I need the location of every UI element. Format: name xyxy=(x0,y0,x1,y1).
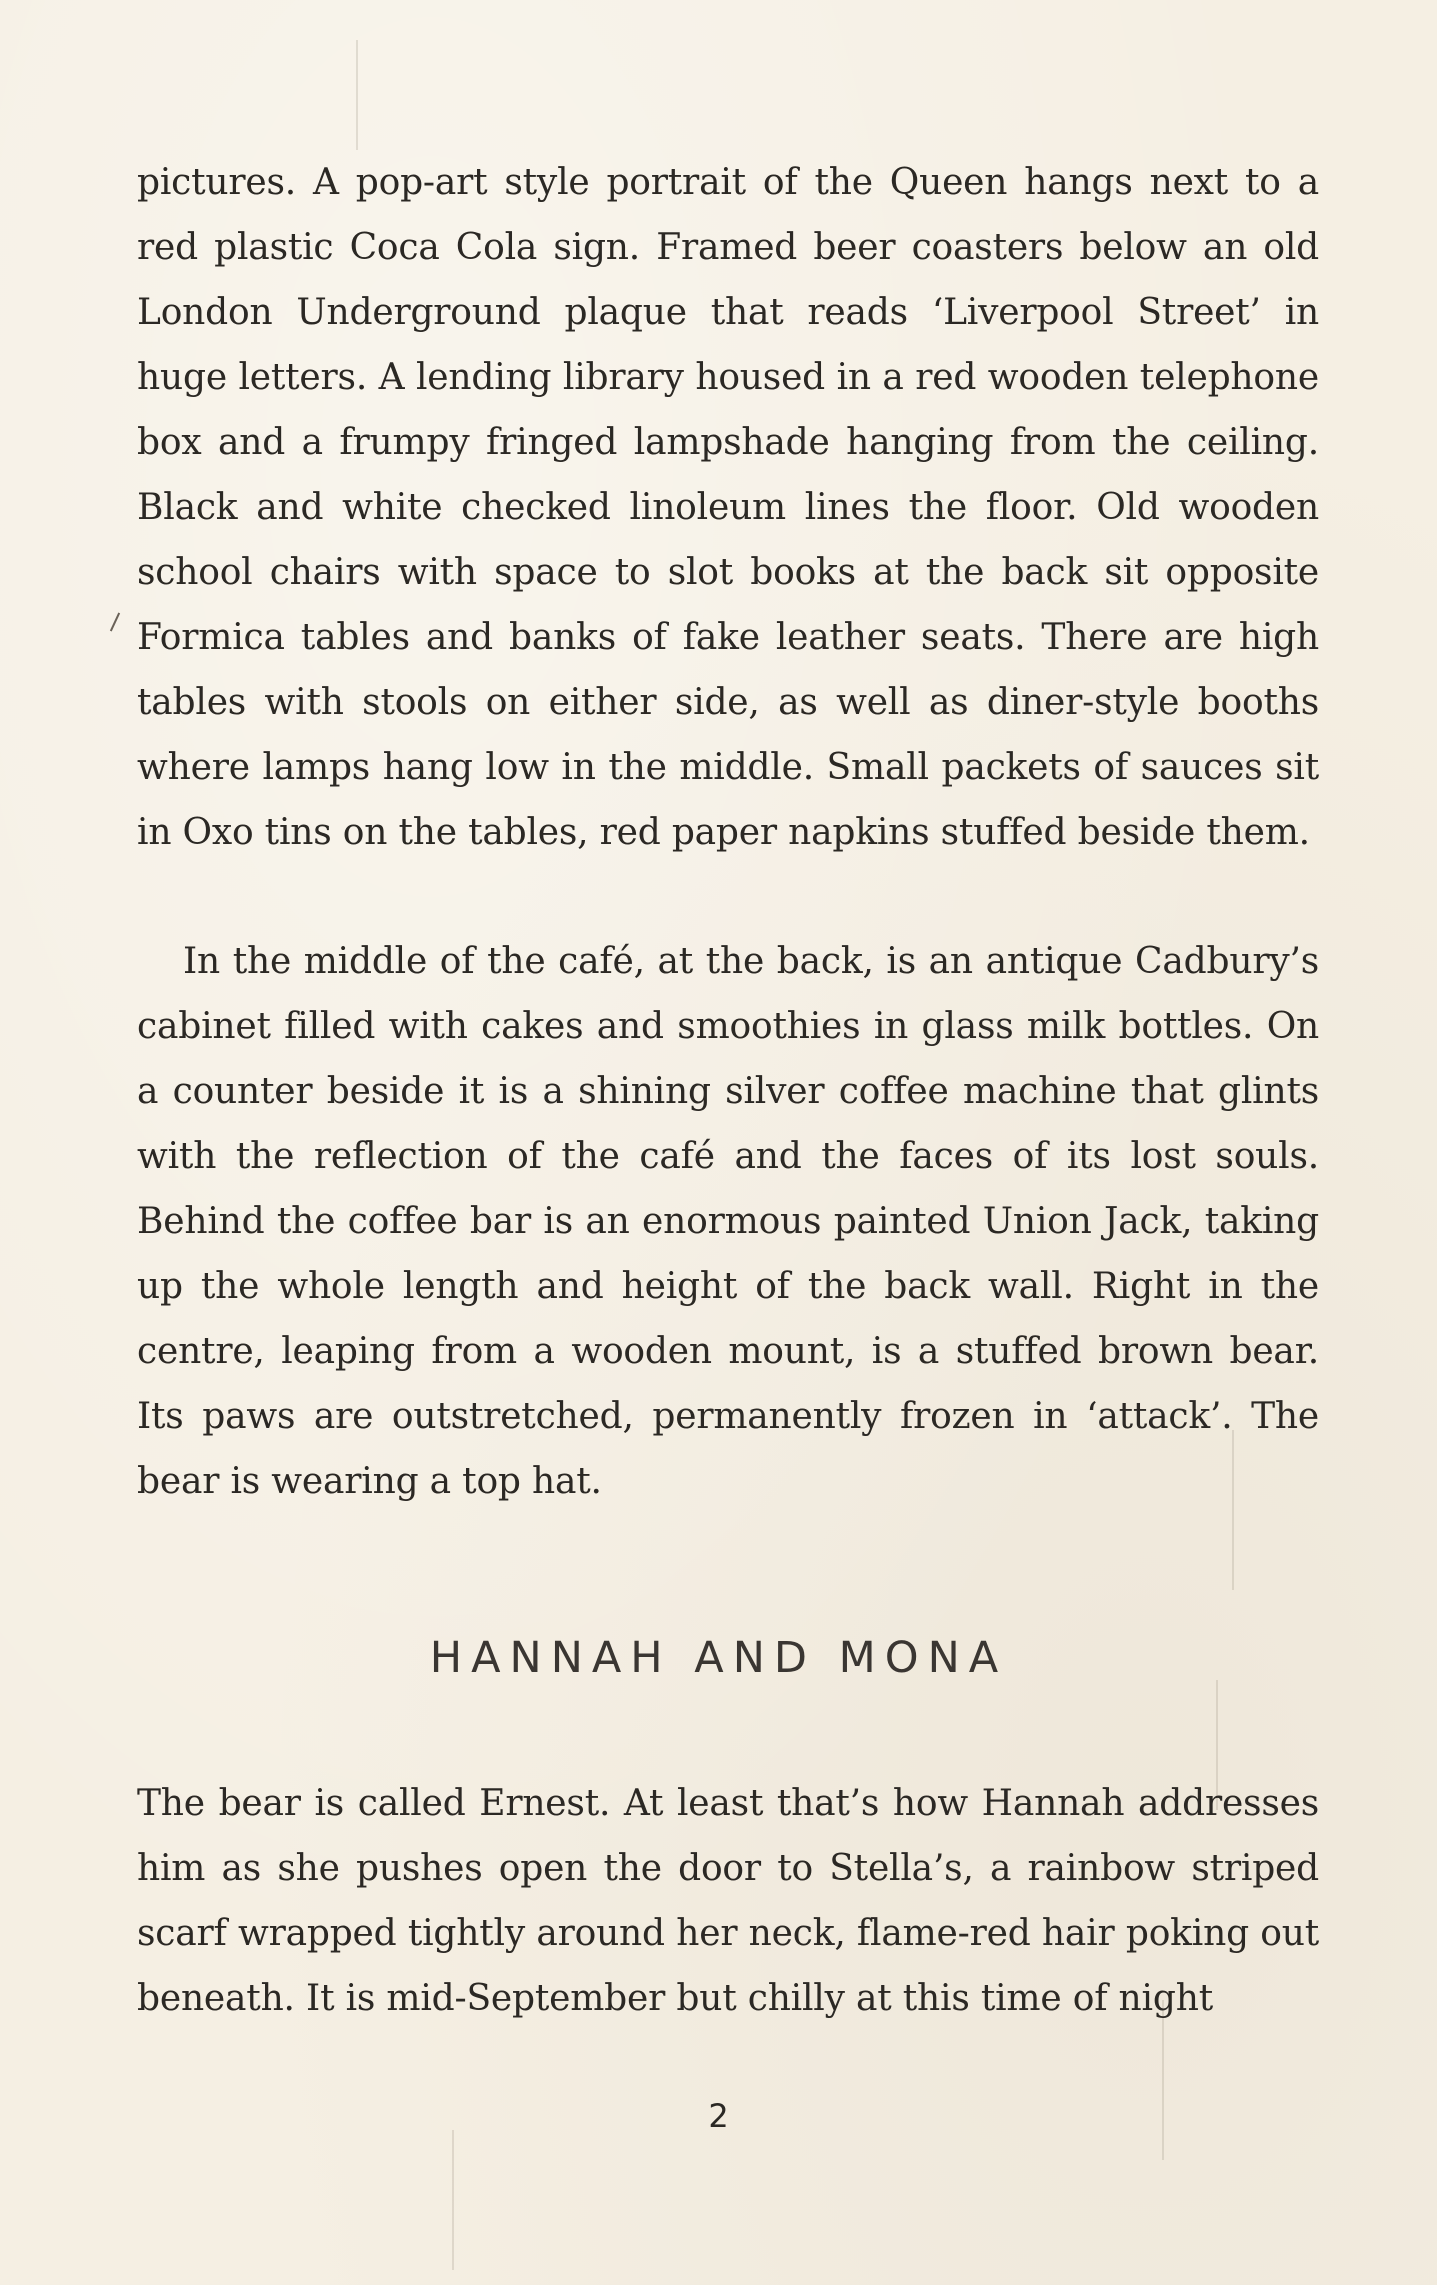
paragraph-3-text: The bear is called Ernest. At least that’s how Hannah addresses him as she pushes open the door to Stella’s, a rainbow striped scarf wrapped tightly around her neck, flame-red hair poking out beneath. It is mid-September but chilly at this time of night xyxy=(137,1783,1319,2019)
page-number: 2 xyxy=(708,2097,729,2135)
paragraph-3 xyxy=(137,1771,1319,2031)
pencil-mark xyxy=(110,613,120,632)
paragraph-1-text: pictures. A pop-art style portrait of the Queen hangs next to a red plastic Coca Cola sign. Framed beer coasters below an old London Underground plaque that reads ‘Liverpool Street’ in huge letters. A lending library housed in a red wooden telephone box and a frumpy fringed lampshade hanging from the ceiling. Black and white checked linoleum lines the floor. Old wooden school chairs with space to slot books at the back sit opposite Formica tables and banks of fake leather seats. There are high tables with stools on either side, as well as diner-style booths where lamps hang low in the middle. Small packets of sauces sit in Oxo tins on the tables, red paper napkins stuffed beside them. xyxy=(137,162,1319,853)
section-heading: HANNAH AND MONA xyxy=(429,1633,1008,1683)
paragraph-1 xyxy=(137,150,1319,865)
paragraph-2-text: In the middle of the café, at the back, is an antique Cadbury’s cabinet filled with cakes and smoothies in glass milk bottles. On a counter beside it is a shining silver coffee machine that glints with the reflection of the café and the faces of its lost souls. Behind the coffee bar is an enormous painted Union Jack, taking up the whole length and height of the back wall. Right in the centre, leaping from a wooden mount, is a stuffed brown bear. Its paws are outstretched, permanently frozen in ‘attack’. The bear is wearing a top hat. xyxy=(137,941,1319,1502)
paragraph-2 xyxy=(137,929,1319,1514)
scan-shadow-line xyxy=(452,2130,454,2270)
scan-shadow-line xyxy=(356,40,358,150)
